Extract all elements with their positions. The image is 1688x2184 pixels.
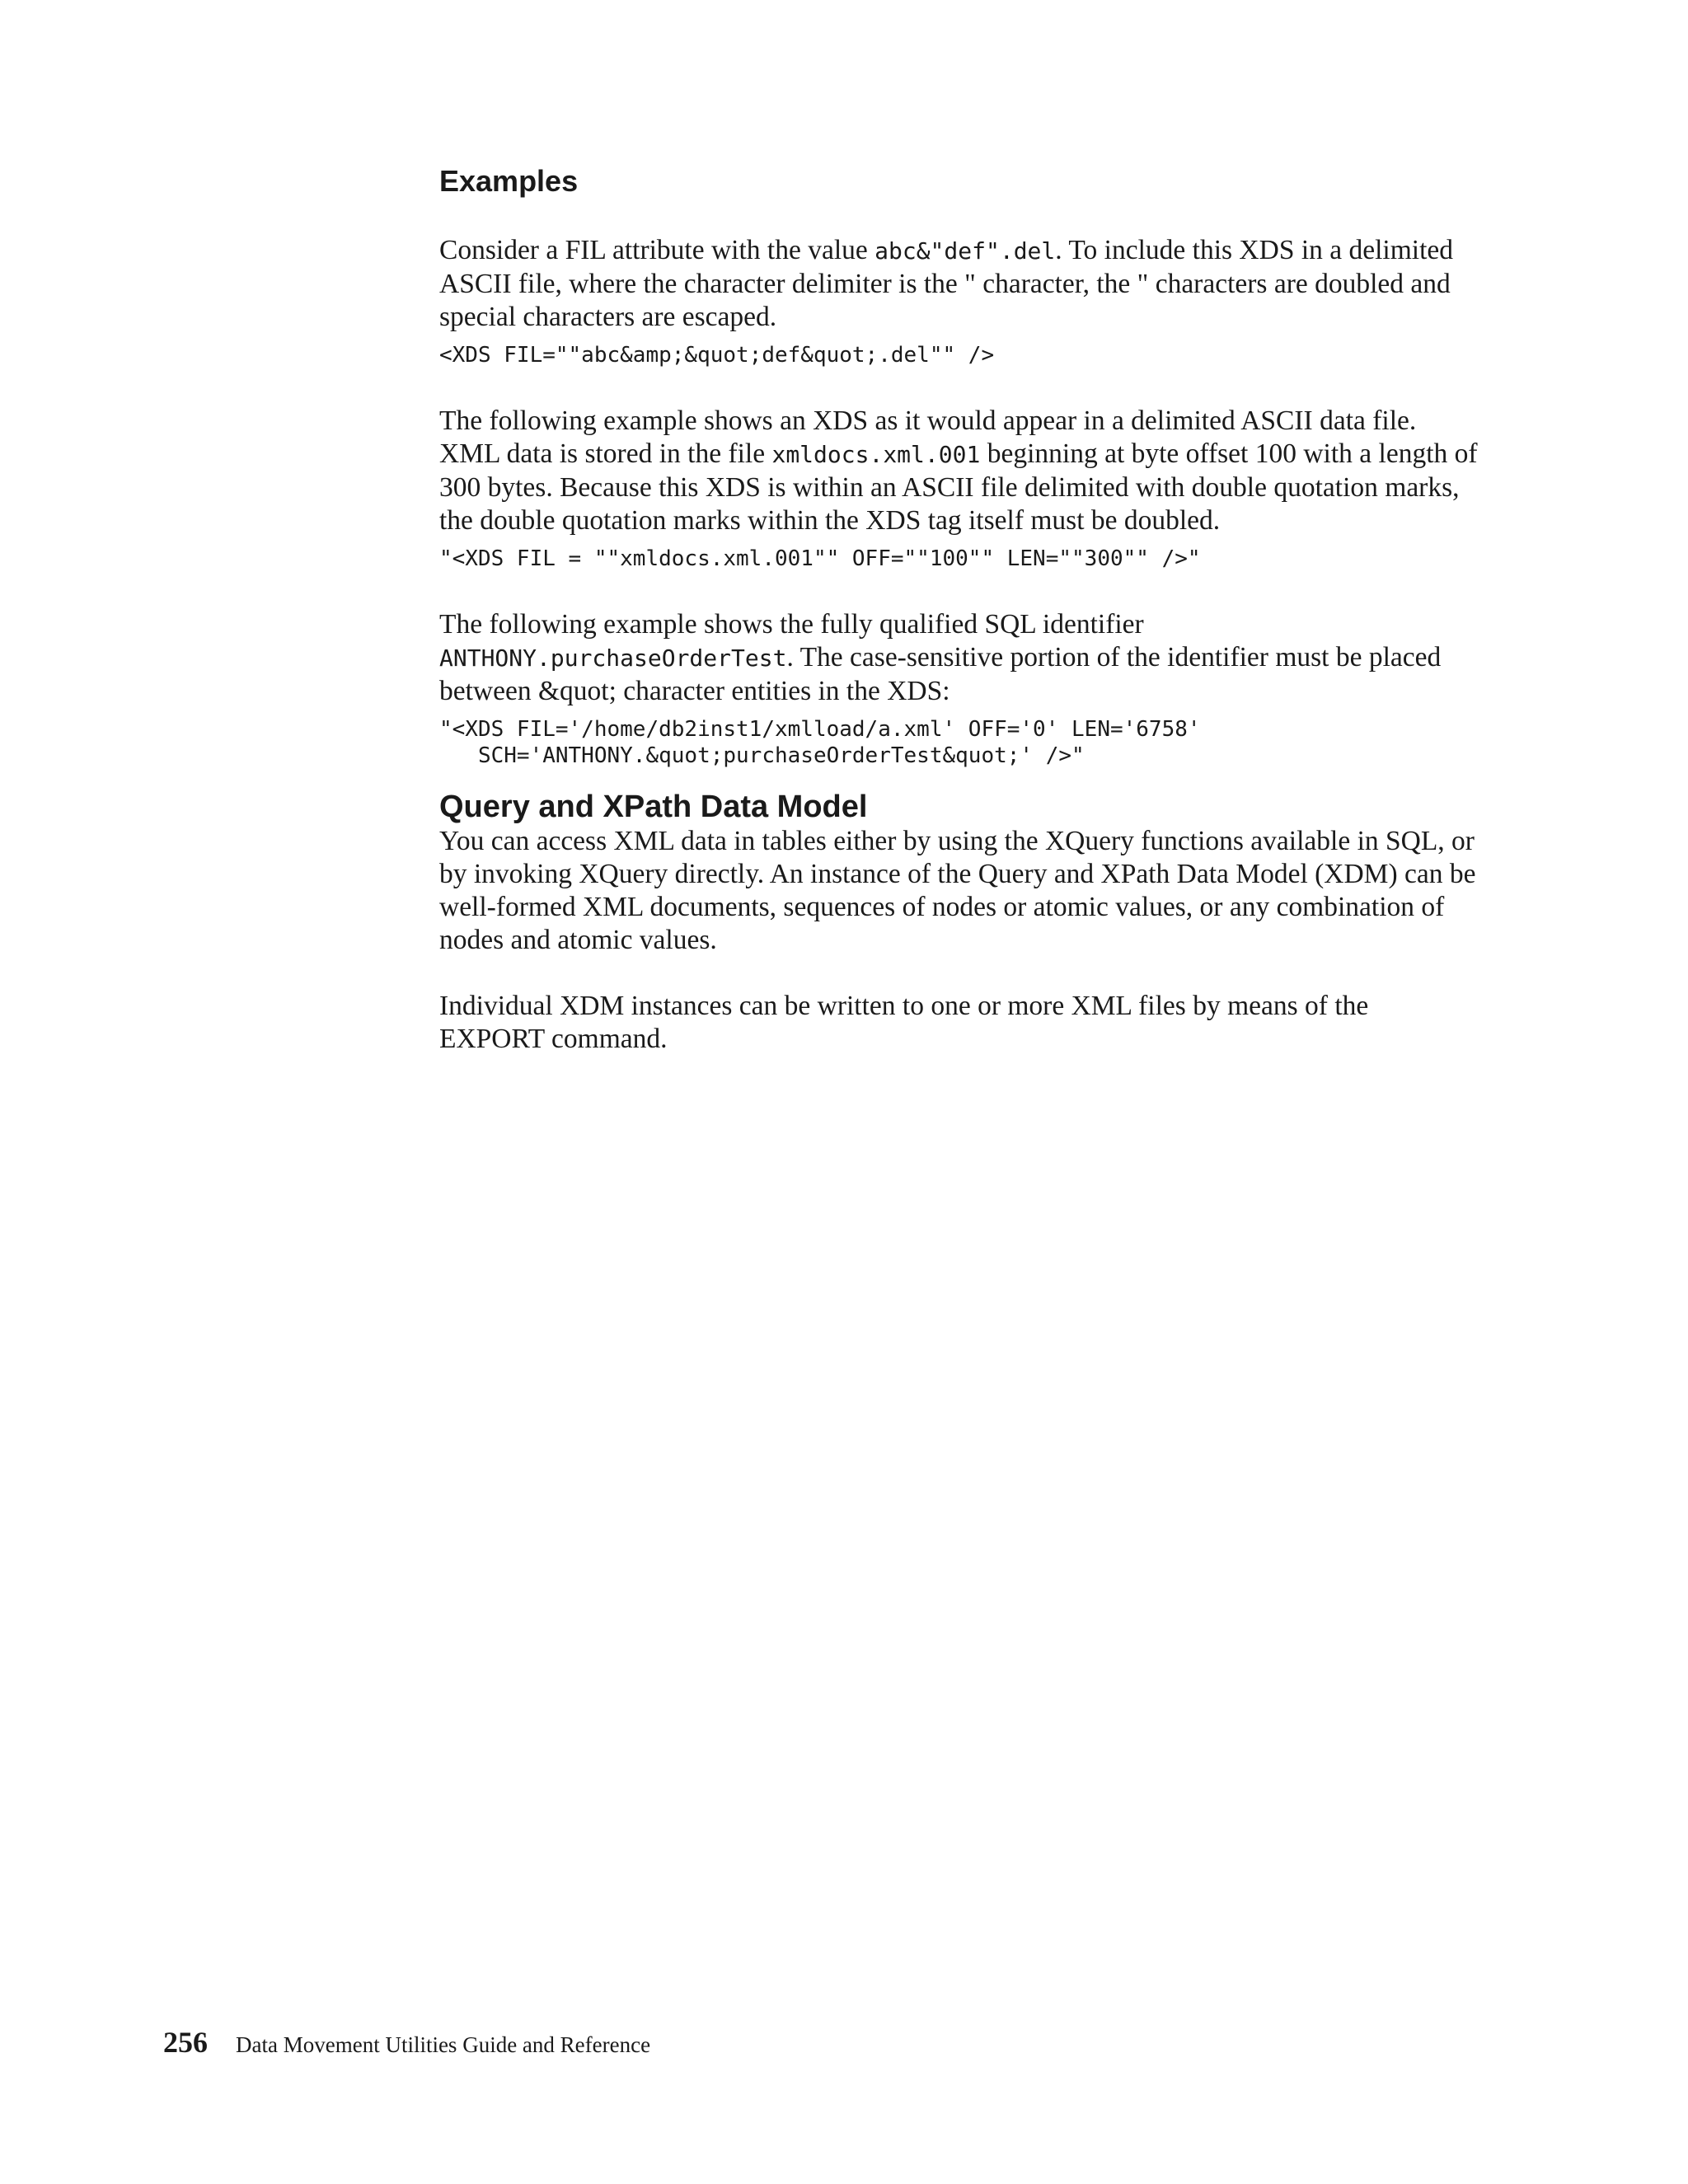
- footer-title: Data Movement Utilities Guide and Reference: [236, 2032, 651, 2057]
- inline-code: abc&"def".del: [874, 237, 1056, 265]
- inline-code: ANTHONY.purchaseOrderTest: [439, 644, 787, 672]
- paragraph-text: The following example shows the fully qualified SQL identifier: [439, 609, 1144, 640]
- page-content: [439, 163, 1478, 1056]
- examples-paragraph-2: [439, 405, 1478, 537]
- paragraph-text: The following example shows an XDS as it would appear in a delimited ASCII data file. XML data is stored in the file: [439, 405, 1417, 469]
- examples-paragraph-1: [439, 234, 1478, 334]
- inline-code: xmldocs.xml.001: [771, 441, 981, 468]
- xdm-paragraph-2: Individual XDM instances can be written to one or more XML files by means of the EXPORT command.: [439, 991, 1369, 1054]
- paragraph-text: Consider a FIL attribute with the value: [439, 235, 875, 265]
- examples-paragraph-3: [439, 608, 1478, 708]
- code-example-escaped-xds: <XDS FIL=""abc&amp;&quot;def&quot;.del"" />: [439, 343, 995, 368]
- examples-heading: Examples: [439, 164, 579, 198]
- page-footer: [163, 2025, 650, 2060]
- paragraph-text: . To include this XDS in a delimited ASCII file, where the character delimiter is the " character, the " characters are doubled and special characters are escaped.: [439, 235, 1454, 332]
- page-number: 256: [163, 2026, 208, 2059]
- paragraph-text: . The case-sensitive portion of the identifier must be placed between &quot; character entities in the XDS:: [439, 642, 1442, 706]
- code-example-delimited-xds: "<XDS FIL = ""xmldocs.xml.001"" OFF=""100"" LEN=""300"" />": [439, 546, 1201, 571]
- xdm-paragraph-1: You can access XML data in tables either by using the XQuery functions available in SQL, or by invoking XQuery directly. An instance of the Query and XPath Data Model (XDM) can be well-formed XML documents, sequences of nodes or atomic values, or any combination of nodes and atomic values.: [439, 826, 1476, 955]
- xdm-heading: Query and XPath Data Model: [439, 790, 868, 824]
- paragraph-text: beginning at byte offset 100 with a length of 300 bytes. Because this XDS is within an ASCII file delimited with double quotation marks, the double quotation marks within the XDS tag itself must be doubled.: [439, 438, 1478, 536]
- code-example-qualified-identifier: "<XDS FIL='/home/db2inst1/xmlload/a.xml' OFF='0' LEN='6758' SCH='ANTHONY.&quot;purchaseOrderTest&quot;' />": [439, 717, 1201, 768]
